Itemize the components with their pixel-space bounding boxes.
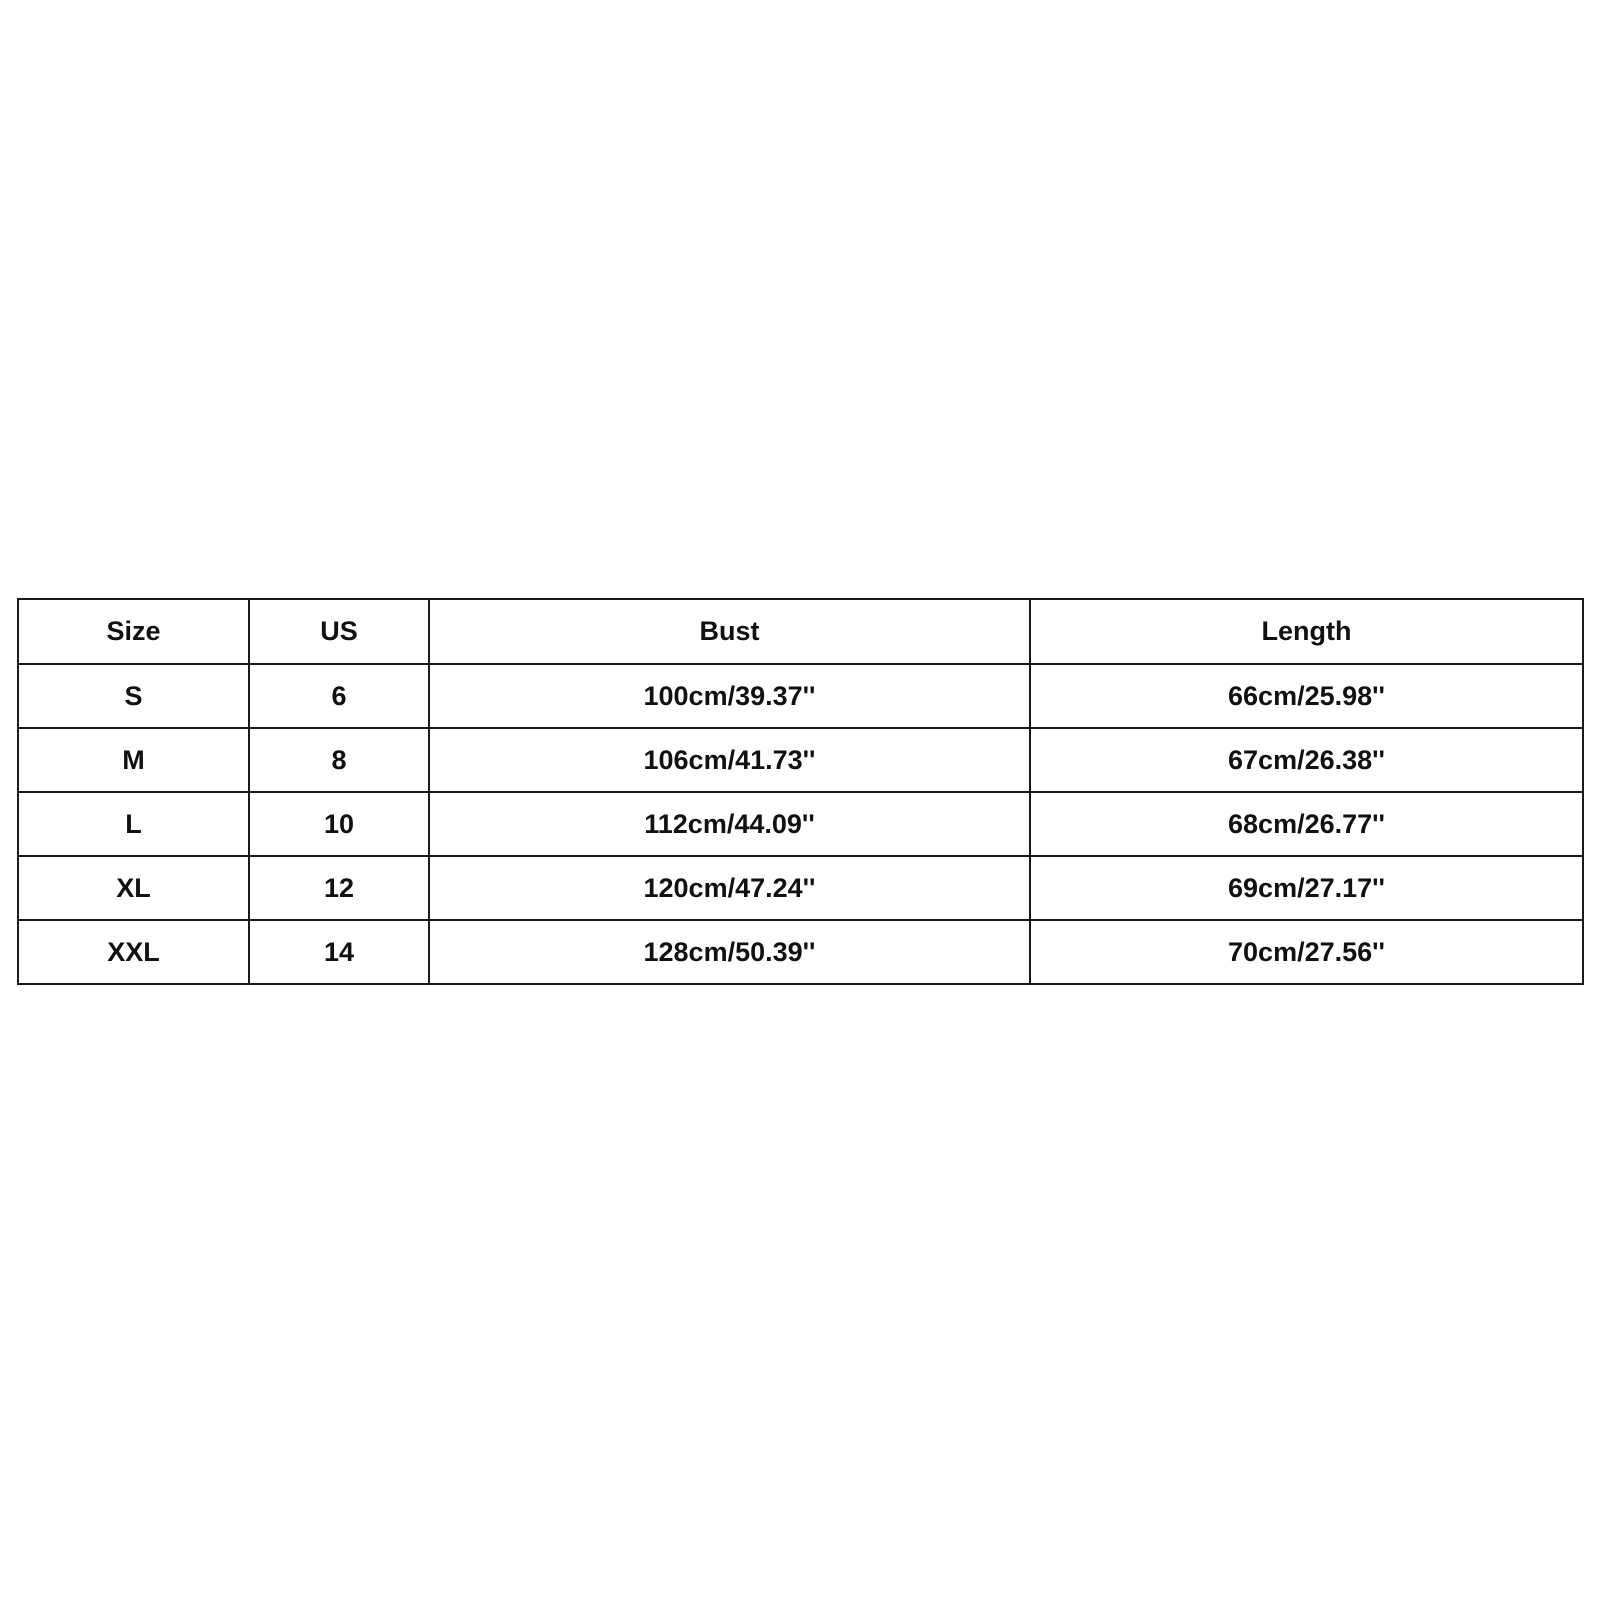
cell-bust: 106cm/41.73''	[429, 728, 1030, 792]
cell-size: XL	[18, 856, 249, 920]
cell-size: M	[18, 728, 249, 792]
table-row	[18, 856, 1583, 920]
cell-bust: 100cm/39.37''	[429, 664, 1030, 728]
cell-length: 67cm/26.38''	[1030, 728, 1583, 792]
cell-us: 10	[249, 792, 429, 856]
size-chart-table	[17, 598, 1584, 985]
cell-length: 69cm/27.17''	[1030, 856, 1583, 920]
cell-length: 70cm/27.56''	[1030, 920, 1583, 984]
cell-length: 66cm/25.98''	[1030, 664, 1583, 728]
cell-bust: 128cm/50.39''	[429, 920, 1030, 984]
table-row	[18, 792, 1583, 856]
cell-bust: 112cm/44.09''	[429, 792, 1030, 856]
cell-size: XXL	[18, 920, 249, 984]
table-row	[18, 920, 1583, 984]
cell-bust: 120cm/47.24''	[429, 856, 1030, 920]
table-row	[18, 728, 1583, 792]
cell-size: L	[18, 792, 249, 856]
cell-us: 14	[249, 920, 429, 984]
cell-size: S	[18, 664, 249, 728]
header-size: Size	[18, 599, 249, 664]
header-length: Length	[1030, 599, 1583, 664]
header-us: US	[249, 599, 429, 664]
cell-us: 6	[249, 664, 429, 728]
cell-us: 8	[249, 728, 429, 792]
table-row	[18, 664, 1583, 728]
table-header-row	[18, 599, 1583, 664]
cell-us: 12	[249, 856, 429, 920]
cell-length: 68cm/26.77''	[1030, 792, 1583, 856]
header-bust: Bust	[429, 599, 1030, 664]
